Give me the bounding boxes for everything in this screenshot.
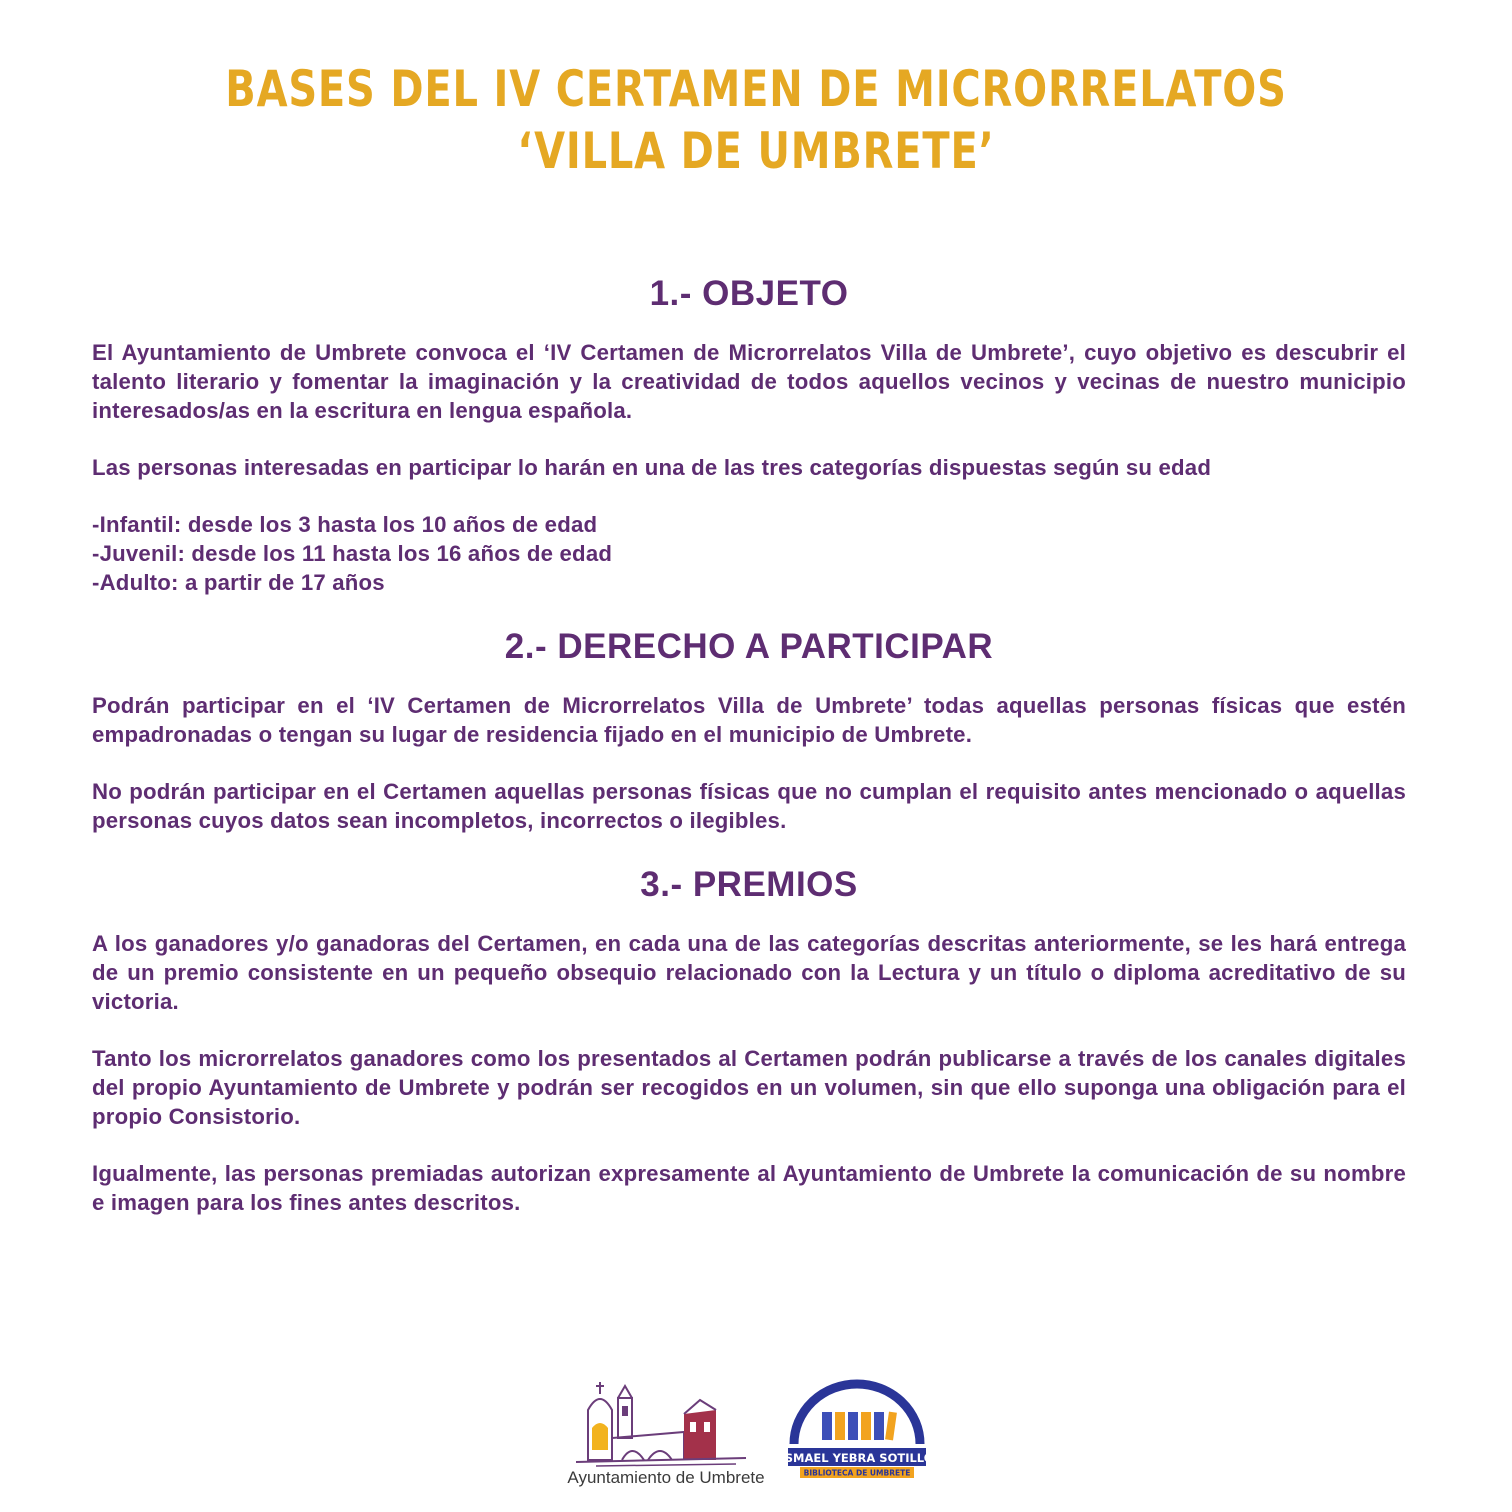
section-premios xyxy=(92,863,1406,1217)
page-title xyxy=(151,58,1361,182)
objeto-paragraph-1: El Ayuntamiento de Umbrete convoca el ‘IV Certamen de Microrrelatos Villa de Umbrete’, cuyo objetivo es descubrir el talento literario y fomentar la imaginación y la creatividad de todos aquellos vecinos y vecinas de nuestro municipio interesados/as en la escritura en lengua española. xyxy=(92,340,1406,423)
title-line-2: ‘VILLA DE UMBRETE’ xyxy=(517,122,995,180)
library-books-icon xyxy=(782,1374,932,1484)
derecho-paragraph-1: Podrán participar en el ‘IV Certamen de Microrrelatos Villa de Umbrete’ todas aquellas personas físicas que estén empadronadas o tengan su lugar de residencia fijado en el municipio de Umbrete. xyxy=(92,693,1406,747)
premios-paragraph-1: A los ganadores y/o ganadoras del Certamen, en cada una de las categorías descritas anteriormente, se les hará entrega de un premio consistente en un pequeño obsequio relacionado con la Lectura y un título o diploma acreditativo de su victoria. xyxy=(92,931,1406,1014)
biblioteca-logo-name: ISMAEL YEBRA SOTILLO xyxy=(782,1451,932,1465)
ayuntamiento-logo-text: Ayuntamiento de Umbrete xyxy=(567,1468,765,1487)
biblioteca-logo xyxy=(782,1374,932,1484)
ayuntamiento-logo xyxy=(566,1370,766,1500)
category-adulto: -Adulto: a partir de 17 años xyxy=(92,570,385,595)
title-line-1: BASES DEL IV CERTAMEN DE MICRORRELATOS xyxy=(225,60,1287,118)
section-derecho xyxy=(92,625,1406,835)
section-heading-objeto: 1.- OBJETO xyxy=(649,274,849,313)
category-infantil: -Infantil: desde los 3 hasta los 10 años de edad xyxy=(92,512,598,537)
category-juvenil: -Juvenil: desde los 11 hasta los 16 años de edad xyxy=(92,541,613,566)
section-objeto xyxy=(92,272,1406,597)
section-heading-premios: 3.- PREMIOS xyxy=(640,865,858,904)
section-heading-derecho: 2.- DERECHO A PARTICIPAR xyxy=(504,627,994,666)
objeto-paragraph-2: Las personas interesadas en participar lo harán en una de las tres categorías dispuestas según su edad xyxy=(92,455,1212,480)
footer-logos xyxy=(0,1370,1512,1500)
church-skyline-icon xyxy=(566,1370,766,1470)
category-list xyxy=(92,510,1406,597)
derecho-paragraph-2: No podrán participar en el Certamen aquellas personas físicas que no cumplan el requisito antes mencionado o aquellas personas cuyos datos sean incompletos, incorrectos o ilegibles. xyxy=(92,779,1406,833)
premios-paragraph-3: Igualmente, las personas premiadas autorizan expresamente al Ayuntamiento de Umbrete la comunicación de su nombre e imagen para los fines antes descritos. xyxy=(92,1161,1406,1215)
biblioteca-logo-subtitle: BIBLIOTECA DE UMBRETE xyxy=(803,1468,911,1478)
premios-paragraph-2: Tanto los microrrelatos ganadores como los presentados al Certamen podrán publicarse a través de los canales digitales del propio Ayuntamiento de Umbrete y podrán ser recogidos en un volumen, sin que ello suponga una obligación para el propio Consistorio. xyxy=(92,1046,1406,1129)
rules-content xyxy=(92,272,1406,1245)
